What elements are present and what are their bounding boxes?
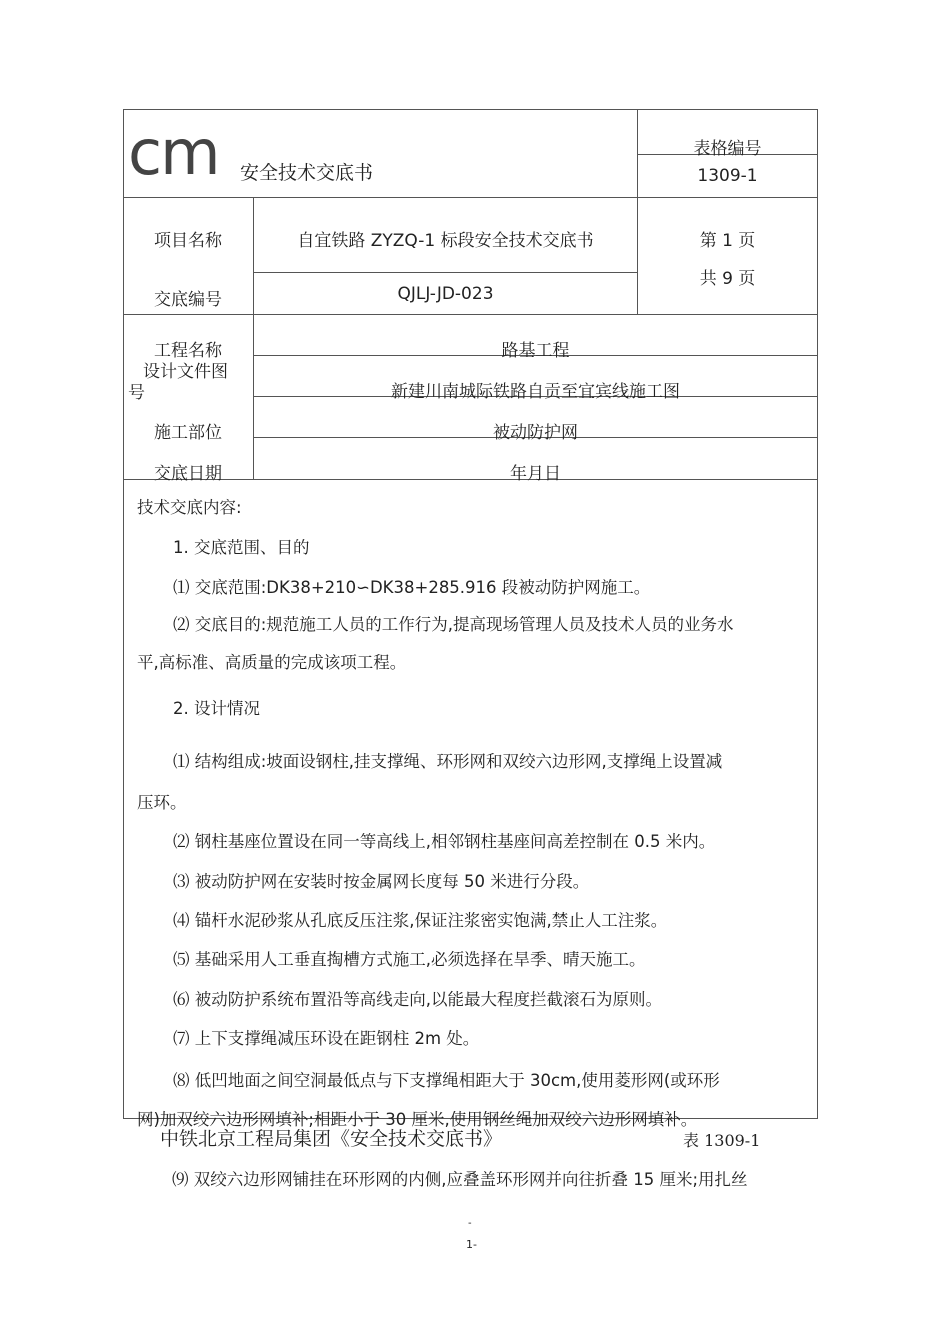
row-divider-1 [253,272,638,273]
section-2-title: 2. 设计情况 [173,699,260,718]
form-number: 1309-1 [697,166,758,186]
project-name: 自宜铁路 ZYZQ-1 标段安全技术交底书 [297,231,594,251]
engineering-name: 路基工程 [501,341,570,361]
section-1-para-2b: 平,高标准、高质量的完成该项工程。 [137,653,407,672]
footer-company: 中铁北京工程局集团《安全技术交底书》 [160,1128,503,1150]
section-2-para-1b: 压环。 [137,793,187,812]
page-current: 第 1 页 [699,231,756,251]
document-title: 安全技术交底书 [240,162,374,184]
construction-site: 被动防护网 [493,423,578,443]
section-2-para-1a: ⑴ 结构组成:坡面设钢柱,挂支撑绳、环形网和双绞六边形网,支撑绳上设置减 [173,752,723,771]
content-cell [124,479,816,1129]
table-top-border [123,109,818,110]
handover-number-label: 交底编号 [154,290,222,310]
footer-form-ref: 表 1309-1 [683,1131,761,1150]
project-name-label: 项目名称 [154,231,222,251]
table-right-border [817,109,818,1119]
design-doc-label-line1: 设计文件图 [143,362,228,382]
form-number-label: 表格编号 [693,139,762,159]
section-1-title: 1. 交底范围、目的 [173,538,310,557]
page-total: 共 9 页 [699,269,756,289]
section-2-para-4: ⑷ 锚杆水泥砂浆从孔底反压注浆,保证注浆密实饱满,禁止人工注浆。 [173,911,668,930]
section-2-para-2: ⑵ 钢柱基座位置设在同一等高线上,相邻钢柱基座间高差控制在 0.5 米内。 [173,832,716,851]
handover-number: QJLJ-JD-023 [397,284,494,304]
row-divider-2 [123,314,818,315]
handover-date-label: 交底日期 [154,464,222,484]
section-1-para-2a: ⑵ 交底目的:规范施工人员的工作行为,提高现场管理人员及技术人员的业务水 [173,615,734,634]
section-2-para-8a: ⑻ 低凹地面之间空洞最低点与下支撑绳相距大于 30cm,使用菱形网(或环形 [173,1071,720,1090]
handover-date: 年月日 [510,464,561,484]
header-row-bottom [123,197,818,198]
design-doc-number: 新建川南城际铁路自贡至宜宾线施工图 [391,382,680,402]
section-2-para-6: ⑹ 被动防护系统布置沿等高线走向,以能最大程度拦截滚石为原则。 [173,990,662,1009]
engineering-name-label: 工程名称 [154,341,222,361]
section-1-para-1: ⑴ 交底范围:DK38+210∽DK38+285.916 段被动防护网施工。 [173,578,651,597]
section-2-para-7: ⑺ 上下支撑绳减压环设在距钢柱 2m 处。 [173,1029,480,1048]
company-logo: cm [128,116,219,189]
section-2-para-5: ⑸ 基础采用人工垂直掏槽方式施工,必须选择在旱季、晴天施工。 [173,950,646,969]
section-2-para-8b: 网)加双绞六边形网填补;相距小于 30 厘米,使用钢丝绳加双绞六边形网填补。 [137,1110,698,1129]
design-doc-label-line2: 号 [128,383,145,403]
content-heading: 技术交底内容: [137,498,242,517]
page-number: 1- [466,1238,477,1251]
section-2-para-3: ⑶ 被动防护网在安装时按金属网长度每 50 米进行分段。 [173,872,590,891]
page-number-dash: - [468,1218,472,1229]
section-2-para-9: ⑼ 双绞六边形网铺挂在环形网的内侧,应叠盖环形网并向往折叠 15 厘米;用扎丝 [172,1170,748,1189]
construction-site-label: 施工部位 [154,423,222,443]
